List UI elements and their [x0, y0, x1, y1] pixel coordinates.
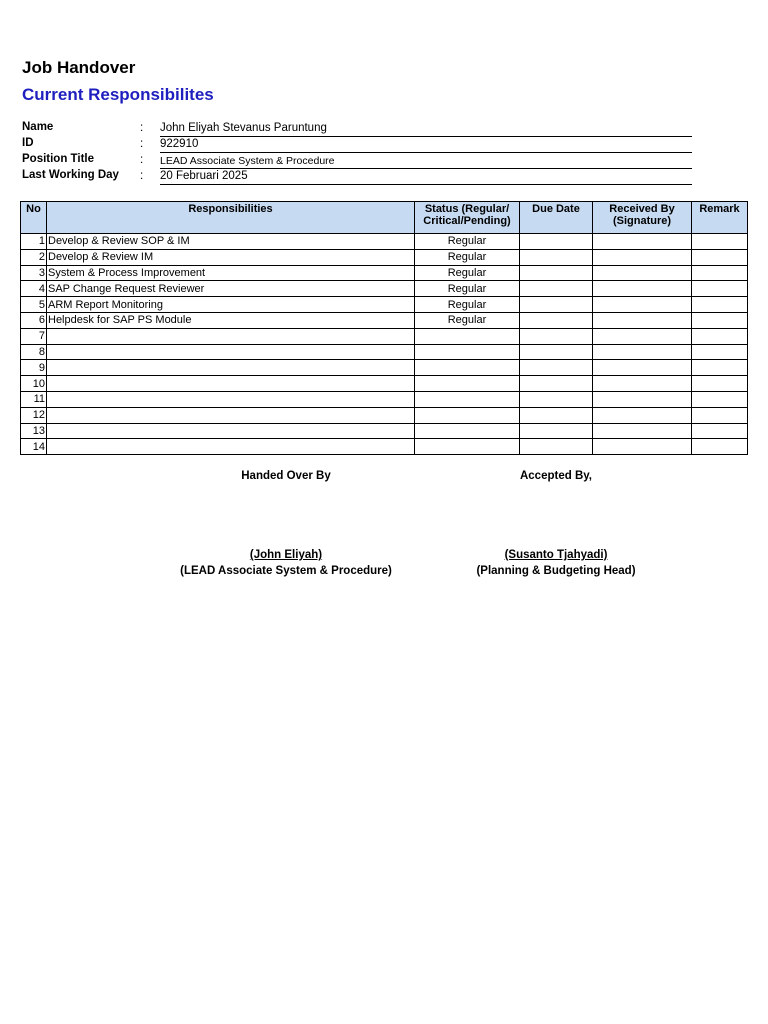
due-date-cell: [520, 265, 593, 281]
received-by-cell: [593, 281, 692, 297]
header-received-line1: Received By: [609, 203, 675, 215]
info-label: Position Title: [22, 153, 94, 165]
accepted-by-title: (Planning & Budgeting Head): [476, 565, 636, 577]
responsibility-cell: System & Process Improvement: [47, 265, 415, 281]
responsibility-cell: [47, 344, 415, 360]
info-row-last-working-day: [22, 168, 692, 184]
status-cell: Regular: [415, 234, 520, 250]
table-header-row: [21, 202, 748, 234]
table-row: [21, 439, 748, 455]
status-cell: [415, 423, 520, 439]
status-cell: [415, 328, 520, 344]
received-by-cell: [593, 344, 692, 360]
table-body: [21, 234, 748, 455]
handed-over-title: (LEAD Associate System & Procedure): [180, 565, 392, 577]
row-number-cell: 3: [21, 265, 47, 281]
received-by-cell: [593, 423, 692, 439]
row-number-cell: 11: [21, 391, 47, 407]
status-cell: [415, 407, 520, 423]
table-row: [21, 391, 748, 407]
accepted-by-name: (Susanto Tjahyadi): [504, 549, 608, 561]
remark-cell: [692, 249, 748, 265]
employee-info: [22, 120, 692, 184]
status-cell: [415, 439, 520, 455]
responsibility-cell: [47, 439, 415, 455]
received-by-cell: [593, 360, 692, 376]
row-number-cell: 4: [21, 281, 47, 297]
header-no: No: [21, 202, 47, 234]
table-row: [21, 376, 748, 392]
table-row: [21, 265, 748, 281]
responsibility-cell: [47, 328, 415, 344]
table-row: [21, 328, 748, 344]
remark-cell: [692, 297, 748, 313]
info-row-name: [22, 120, 692, 136]
received-by-cell: [593, 265, 692, 281]
received-by-cell: [593, 439, 692, 455]
responsibility-cell: [47, 407, 415, 423]
responsibility-cell: Helpdesk for SAP PS Module: [47, 312, 415, 328]
row-number-cell: 5: [21, 297, 47, 313]
document-title: Job Handover: [22, 58, 136, 77]
row-number-cell: 12: [21, 407, 47, 423]
due-date-cell: [520, 297, 593, 313]
accepted-by-label: Accepted By,: [519, 470, 592, 482]
row-number-cell: 2: [21, 249, 47, 265]
remark-cell: [692, 376, 748, 392]
info-value: 922910: [160, 138, 692, 153]
due-date-cell: [520, 376, 593, 392]
info-colon: :: [140, 154, 144, 166]
header-received-line2: (Signature): [612, 215, 672, 227]
responsibility-cell: [47, 423, 415, 439]
row-number-cell: 6: [21, 312, 47, 328]
table-row: [21, 249, 748, 265]
info-colon: :: [140, 122, 144, 134]
due-date-cell: [520, 439, 593, 455]
table-row: [21, 344, 748, 360]
table-row: [21, 423, 748, 439]
header-due-date: Due Date: [520, 202, 593, 234]
remark-cell: [692, 281, 748, 297]
row-number-cell: 1: [21, 234, 47, 250]
info-colon: :: [140, 170, 144, 182]
remark-cell: [692, 360, 748, 376]
due-date-cell: [520, 344, 593, 360]
due-date-cell: [520, 281, 593, 297]
remark-cell: [692, 391, 748, 407]
remark-cell: [692, 328, 748, 344]
due-date-cell: [520, 249, 593, 265]
header-received-by: [593, 202, 692, 234]
status-cell: Regular: [415, 281, 520, 297]
row-number-cell: 14: [21, 439, 47, 455]
received-by-cell: [593, 234, 692, 250]
table-row: [21, 297, 748, 313]
row-number-cell: 7: [21, 328, 47, 344]
received-by-cell: [593, 249, 692, 265]
table-row: [21, 234, 748, 250]
remark-cell: [692, 344, 748, 360]
status-cell: Regular: [415, 249, 520, 265]
info-colon: :: [140, 138, 144, 150]
responsibility-cell: [47, 376, 415, 392]
due-date-cell: [520, 328, 593, 344]
header-responsibilities: Responsibilities: [47, 202, 415, 234]
responsibility-cell: [47, 391, 415, 407]
received-by-cell: [593, 391, 692, 407]
info-value: LEAD Associate System & Procedure: [160, 155, 692, 169]
responsibility-cell: Develop & Review IM: [47, 249, 415, 265]
status-cell: [415, 376, 520, 392]
section-subtitle: Current Responsibilites: [22, 85, 214, 104]
received-by-cell: [593, 312, 692, 328]
status-cell: Regular: [415, 297, 520, 313]
info-row-position-title: [22, 152, 692, 168]
remark-cell: [692, 423, 748, 439]
responsibilities-table: [20, 201, 748, 455]
status-cell: [415, 391, 520, 407]
remark-cell: [692, 234, 748, 250]
responsibility-cell: [47, 360, 415, 376]
received-by-cell: [593, 328, 692, 344]
received-by-cell: [593, 407, 692, 423]
due-date-cell: [520, 391, 593, 407]
status-cell: [415, 360, 520, 376]
received-by-cell: [593, 297, 692, 313]
due-date-cell: [520, 312, 593, 328]
status-cell: [415, 344, 520, 360]
remark-cell: [692, 407, 748, 423]
handed-over-label: Handed Over By: [241, 470, 331, 482]
due-date-cell: [520, 407, 593, 423]
header-status-line2: Critical/Pending): [423, 215, 511, 227]
responsibility-cell: SAP Change Request Reviewer: [47, 281, 415, 297]
table-row: [21, 312, 748, 328]
row-number-cell: 10: [21, 376, 47, 392]
responsibility-cell: Develop & Review SOP & IM: [47, 234, 415, 250]
responsibility-cell: ARM Report Monitoring: [47, 297, 415, 313]
info-value: John Eliyah Stevanus Paruntung: [160, 122, 692, 137]
info-row-id: [22, 136, 692, 152]
due-date-cell: [520, 360, 593, 376]
table-row: [21, 407, 748, 423]
remark-cell: [692, 312, 748, 328]
received-by-cell: [593, 376, 692, 392]
status-cell: Regular: [415, 312, 520, 328]
header-remark: Remark: [692, 202, 748, 234]
handed-over-name: (John Eliyah): [249, 549, 323, 561]
table-row: [21, 281, 748, 297]
remark-cell: [692, 265, 748, 281]
row-number-cell: 13: [21, 423, 47, 439]
status-cell: Regular: [415, 265, 520, 281]
remark-cell: [692, 439, 748, 455]
header-status-line1: Status (Regular/: [424, 203, 510, 215]
due-date-cell: [520, 423, 593, 439]
info-label: ID: [22, 137, 34, 149]
row-number-cell: 9: [21, 360, 47, 376]
info-value: 20 Februari 2025: [160, 170, 692, 185]
table-row: [21, 360, 748, 376]
row-number-cell: 8: [21, 344, 47, 360]
due-date-cell: [520, 234, 593, 250]
info-label: Name: [22, 121, 54, 133]
info-label: Last Working Day: [22, 169, 119, 181]
header-status: [415, 202, 520, 234]
